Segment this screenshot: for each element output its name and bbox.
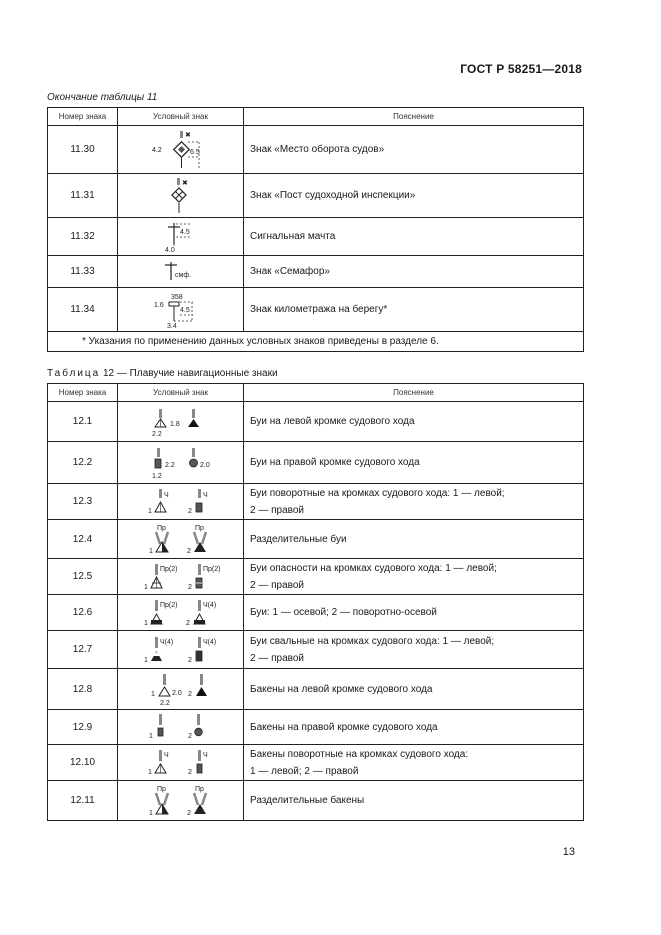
turning-beacon-icon — [143, 748, 219, 778]
sign-symbol — [118, 218, 244, 256]
table-row — [48, 559, 584, 595]
table-row — [48, 781, 584, 821]
sign-symbol — [118, 288, 244, 332]
col-number: Номер знака — [48, 384, 118, 402]
svg-text:Пр: Пр — [194, 525, 204, 532]
sign-symbol — [118, 781, 244, 821]
svg-text:Пр(2): Пр(2) — [202, 565, 220, 573]
svg-text:1: 1 — [143, 619, 148, 627]
svg-text:Ч: Ч — [202, 491, 208, 499]
col-number: Номер знака — [48, 108, 118, 126]
axial-buoy-icon — [139, 598, 223, 628]
svg-text:✖: ✖ — [184, 131, 191, 139]
sign-symbol — [118, 256, 244, 288]
sign-symbol — [118, 442, 244, 484]
sign-explanation: Разделительные бакены — [244, 781, 584, 821]
svg-text:✖: ✖ — [181, 179, 188, 187]
sign-explanation: Знак «Семафор» — [244, 256, 584, 288]
table-row — [48, 745, 584, 781]
sign-number: 11.30 — [48, 126, 118, 174]
sign-number: 11.34 — [48, 288, 118, 332]
table-row — [48, 126, 584, 174]
kilometer-sign-icon — [151, 291, 211, 329]
svg-text:Ч(4): Ч(4) — [202, 601, 216, 609]
svg-text:смф.: смф. — [174, 271, 191, 279]
table12-caption-rest: 12 — Плавучие навигационные знаки — [103, 368, 278, 379]
svg-text:Пр: Пр — [194, 785, 204, 793]
sign-number: 12.9 — [48, 710, 118, 745]
signal-mast-icon — [156, 220, 206, 254]
svg-text:4.5: 4.5 — [179, 228, 190, 236]
svg-text:1: 1 — [147, 507, 152, 515]
svg-text:1: 1 — [148, 548, 153, 555]
svg-text:2: 2 — [187, 691, 192, 698]
col-explanation: Пояснение — [244, 108, 584, 126]
svg-text:1: 1 — [148, 733, 153, 740]
svg-text:2.0: 2.0 — [171, 690, 182, 697]
sign-number: 12.5 — [48, 559, 118, 595]
semaphore-sign-icon — [159, 260, 203, 284]
svg-text:2: 2 — [185, 619, 190, 627]
sign-explanation: Бакены на правой кромке судового хода — [244, 710, 584, 745]
svg-text:Ч(4): Ч(4) — [202, 638, 216, 646]
svg-text:2: 2 — [187, 507, 192, 515]
svg-text:Ч: Ч — [163, 751, 169, 759]
svg-text:2: 2 — [187, 583, 192, 591]
sign-explanation: Знак «Пост судоходной инспекции» — [244, 174, 584, 218]
svg-text:2: 2 — [187, 656, 192, 664]
sign-number: 12.3 — [48, 484, 118, 520]
svg-text:Пр: Пр — [156, 785, 166, 793]
svg-text:1.6: 1.6 — [153, 301, 164, 309]
sign-explanation: Сигнальная мачта — [244, 218, 584, 256]
table11-caption: Окончание таблицы 11 — [47, 92, 158, 103]
table-row — [48, 288, 584, 332]
svg-text:1: 1 — [148, 809, 153, 817]
table-row — [48, 442, 584, 484]
svg-text:Пр: Пр — [156, 525, 166, 532]
right-edge-beacon-icon — [143, 712, 219, 742]
sign-symbol — [118, 710, 244, 745]
standard-header: ГОСТ Р 58251—2018 — [460, 62, 582, 76]
svg-text:2: 2 — [187, 768, 192, 776]
sign-symbol — [118, 669, 244, 710]
svg-text:358: 358 — [170, 293, 183, 301]
svg-text:1: 1 — [147, 768, 152, 776]
sign-number: 12.4 — [48, 520, 118, 559]
sign-symbol — [118, 402, 244, 442]
table-row — [48, 484, 584, 520]
turning-place-sign-icon — [151, 128, 211, 172]
table-row — [48, 631, 584, 669]
sign-symbol — [118, 126, 244, 174]
table-row — [48, 218, 584, 256]
table-row — [48, 669, 584, 710]
sign-explanation: Бакены на левой кромке судового хода — [244, 669, 584, 710]
inspection-post-sign-icon — [161, 176, 201, 216]
table-row — [48, 520, 584, 559]
sign-number: 12.7 — [48, 631, 118, 669]
svg-text:2.2: 2.2 — [164, 461, 175, 469]
svg-text:2.2: 2.2 — [159, 700, 170, 707]
separating-beacon-icon — [143, 784, 219, 818]
left-edge-beacon-icon — [141, 671, 221, 707]
svg-text:1: 1 — [143, 656, 148, 664]
sign-number: 12.11 — [48, 781, 118, 821]
table-row — [48, 174, 584, 218]
svg-text:Ч: Ч — [163, 491, 169, 499]
svg-text:3.4: 3.4 — [166, 322, 177, 329]
sign-number: 11.31 — [48, 174, 118, 218]
sign-explanation: Буи поворотные на кромках судового хода: 1 — левой; 2 — правой — [244, 484, 584, 520]
table-header-row — [48, 384, 584, 402]
svg-text:1: 1 — [143, 583, 148, 591]
sign-symbol — [118, 520, 244, 559]
table12-caption — [47, 368, 278, 379]
sign-explanation: Знак «Место оборота судов» — [244, 126, 584, 174]
table-footnote: * Указания по применению данных условных знаков приведены в разделе 6. — [48, 332, 584, 352]
svg-text:1: 1 — [150, 691, 155, 698]
separating-buoy-icon — [143, 522, 219, 556]
table-11 — [47, 107, 584, 352]
svg-text:2: 2 — [187, 733, 192, 740]
sign-symbol — [118, 745, 244, 781]
sign-explanation: Разделительные буи — [244, 520, 584, 559]
sign-symbol — [118, 559, 244, 595]
svg-text:2.0: 2.0 — [199, 461, 210, 469]
table-header-row — [48, 108, 584, 126]
sign-symbol — [118, 484, 244, 520]
danger-buoy-icon — [139, 562, 223, 592]
left-edge-buoy-icon — [146, 405, 216, 439]
col-symbol: Условный знак — [118, 108, 244, 126]
svg-text:6.5: 6.5 — [189, 148, 200, 156]
svg-text:2.2: 2.2 — [151, 430, 162, 438]
table-row — [48, 595, 584, 631]
sign-symbol — [118, 174, 244, 218]
sign-symbol — [118, 631, 244, 669]
sign-number: 12.10 — [48, 745, 118, 781]
sign-explanation: Буи свальные на кромках судового хода: 1 — левой; 2 — правой — [244, 631, 584, 669]
sign-explanation: Буи опасности на кромках судового хода: 1 — левой; 2 — правой — [244, 559, 584, 595]
sign-number: 11.32 — [48, 218, 118, 256]
sign-number: 12.2 — [48, 442, 118, 484]
sign-number: 12.6 — [48, 595, 118, 631]
sign-explanation: Буи на правой кромке судового хода — [244, 442, 584, 484]
svg-text:2: 2 — [186, 809, 191, 817]
sign-number: 11.33 — [48, 256, 118, 288]
sign-number: 12.1 — [48, 402, 118, 442]
sign-explanation: Бакены поворотные на кромках судового хода: 1 — левой; 2 — правой — [244, 745, 584, 781]
table12-caption-prefix: Таблица — [47, 368, 101, 379]
table-row — [48, 402, 584, 442]
svg-text:Пр(2): Пр(2) — [159, 601, 177, 609]
sign-explanation: Знак километража на берегу* — [244, 288, 584, 332]
sign-explanation: Буи на левой кромке судового хода — [244, 402, 584, 442]
svg-text:4.5: 4.5 — [179, 306, 190, 314]
right-edge-buoy-icon — [143, 445, 219, 481]
table-footnote-row — [48, 332, 584, 352]
page-number: 13 — [562, 846, 575, 858]
drift-buoy-icon — [139, 635, 223, 665]
svg-text:Ч: Ч — [202, 751, 208, 759]
sign-symbol — [118, 595, 244, 631]
table-row — [48, 710, 584, 745]
svg-text:4.2: 4.2 — [151, 146, 162, 154]
svg-text:1.2: 1.2 — [151, 472, 162, 480]
svg-text:1.8: 1.8 — [169, 420, 180, 428]
svg-text:Ч(4): Ч(4) — [159, 638, 173, 646]
svg-text:2: 2 — [186, 548, 191, 555]
table-row — [48, 256, 584, 288]
table-12 — [47, 383, 584, 821]
col-explanation: Пояснение — [244, 384, 584, 402]
sign-number: 12.8 — [48, 669, 118, 710]
col-symbol: Условный знак — [118, 384, 244, 402]
turning-buoy-icon — [143, 487, 219, 517]
sign-explanation: Буи: 1 — осевой; 2 — поворотно-осевой — [244, 595, 584, 631]
svg-text:Пр(2): Пр(2) — [159, 565, 177, 573]
svg-text:4.0: 4.0 — [164, 246, 175, 254]
